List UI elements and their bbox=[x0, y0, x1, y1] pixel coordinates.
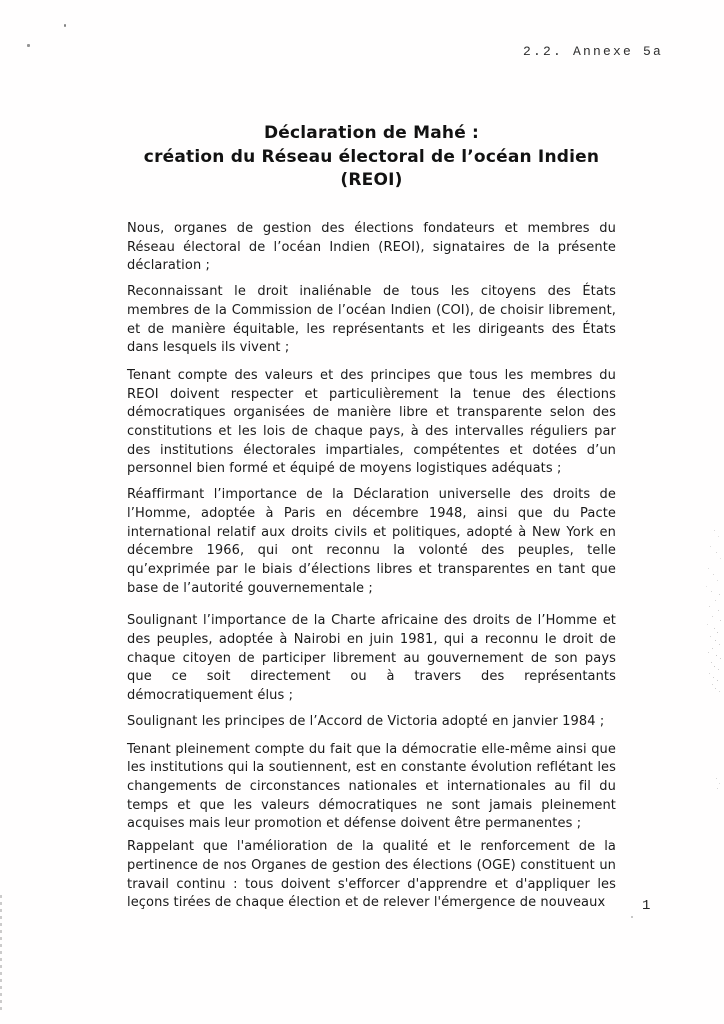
paragraph-soulignant-charte-africaine: Soulignant l’importance de la Charte africaine des droits de l’Homme et des peuples, adoptée à Nairobi en juin 1981, qui a reconnu le droit de chaque citoyen de participer librement au gouvernement de son pays que ce soit directement ou à travers des représentants démocratiquement élus ; bbox=[127, 613, 616, 704]
paragraph-preamble-nous: Nous, organes de gestion des élections fondateurs et membres du Réseau électoral de l’océan Indien (REOI), signataires de la présente déclaration ; bbox=[127, 221, 616, 274]
paragraph-soulignant-accord-victoria: Soulignant les principes de l’Accord de Victoria adopté en janvier 1984 ; bbox=[127, 713, 605, 729]
scan-dot-artifact bbox=[27, 44, 30, 47]
paragraph-reconnaissant: Reconnaissant le droit inaliénable de tous les citoyens des États membres de la Commission de l’océan Indien (COI), de choisir librement, et de manière équitable, les représentants et les dirigeants des États dans lesquels ils vivent ; bbox=[127, 284, 616, 356]
document-body bbox=[127, 220, 616, 913]
paragraph-reaffirmant: Réaffirmant l’importance de la Déclaration universelle des droits de l’Homme, adoptée à Paris en décembre 1948, ainsi que du Pacte international relatif aux droits civils et politiques, adopté à New York en décembre 1966, qui ont reconnu la volonté des peuples, telle qu’exprimée par le biais d’élections libres et transparentes en tant que base de l’autorité gouvernementale ; bbox=[127, 487, 616, 596]
paragraph-tenant-compte: Tenant compte des valeurs et des principes que tous les membres du REOI doivent respecter et particulièrement la tenue des élections démocratiques organisées de manière libre et transparente selon des constitutions et les lois de chaque pays, à des intervalles réguliers par des institutions électorales impartiales, compétentes et dotées d’un personnel bien formé et équipé de moyens logistiques adéquats ; bbox=[127, 367, 616, 477]
page-number: 1 bbox=[642, 898, 651, 914]
scan-noise-right-edge bbox=[702, 528, 703, 529]
scan-dot-artifact bbox=[64, 24, 66, 27]
title-line-2: création du Réseau électoral de l’océan Indien bbox=[143, 146, 600, 167]
scan-noise-left-edge bbox=[0, 895, 2, 1013]
scan-dot-artifact bbox=[631, 916, 633, 918]
document-title bbox=[117, 122, 626, 193]
paragraph-tenant-pleinement: Tenant pleinement compte du fait que la démocratie elle-même ainsi que les institutions qui la soutiennent, est en constante évolution reflétant les changements de circonstances nationales et internationales au fil du temps et que les valeurs démocratiques ne sont jamais pleinement acquises mais leur promotion et défense doivent être permanentes ; bbox=[127, 741, 616, 832]
annex-header-label: 2.2. Annexe 5a bbox=[522, 44, 663, 59]
title-line-1: Déclaration de Mahé : bbox=[263, 123, 480, 143]
paragraph-rappelant: Rappelant que l'amélioration de la qualité et le renforcement de la pertinence de nos Organes de gestion des élections (OGE) constituent un travail continu : tous doivent s'efforcer d'apprendre et d'appliquer les leçons tirées de chaque élection et de relever l'émergence de nouveaux bbox=[127, 839, 616, 911]
title-line-3: (REOI) bbox=[340, 170, 403, 190]
